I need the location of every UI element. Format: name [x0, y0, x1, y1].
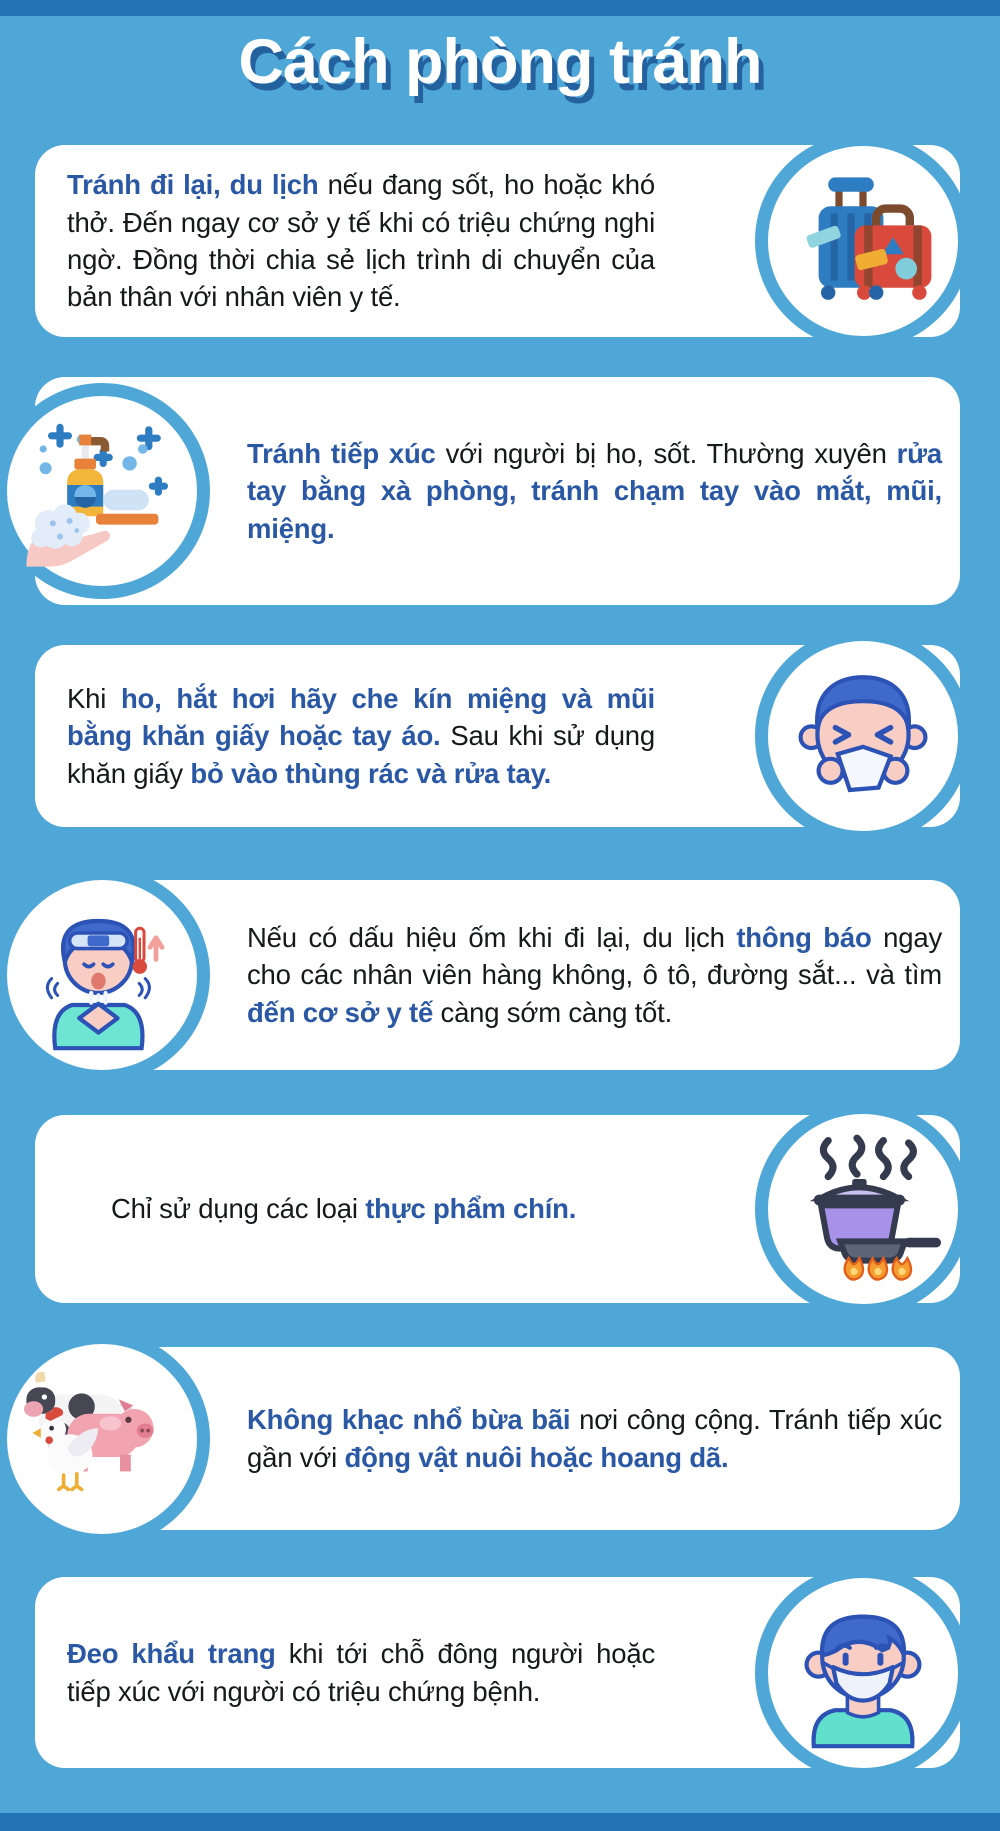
- face-mask-icon-graphic: [785, 1595, 941, 1751]
- cooked-food-icon-graphic: [785, 1131, 941, 1287]
- card-notify-if-sick-text: Nếu có dấu hiệu ốm khi đi lại, du lịch thông báo ngay cho các nhân viên hàng không, ô tô, đường sắt... và tìm đến cơ sở y tế càng sớm càng tốt.: [247, 921, 942, 1028]
- top-stripe: [0, 0, 1000, 16]
- sick-traveler-icon: [0, 867, 210, 1083]
- card-avoid-travel-text: Tránh đi lại, du lịch nếu đang sốt, ho hoặc khó thở. Đến ngay cơ sở y tế khi có triệu chứng nghi ngờ. Đồng thời chia sẻ lịch trình di chuyển của bản thân với nhân viên y tế.: [67, 169, 655, 313]
- hand-washing-icon-graphic: [24, 413, 180, 569]
- card-wear-mask: [35, 1577, 960, 1768]
- card-notify-if-sick: [35, 880, 960, 1070]
- cooked-food-icon: [755, 1101, 971, 1317]
- card-wash-hands: [35, 377, 960, 605]
- farm-animals-icon-graphic: [24, 1361, 180, 1517]
- hand-washing-icon: [0, 383, 210, 599]
- farm-animals-icon: [0, 1331, 210, 1547]
- card-wash-hands-text: Tránh tiếp xúc với người bị ho, sốt. Thường xuyên rửa tay bằng xà phòng, tránh chạm tay vào mắt, mũi, miệng.: [247, 437, 942, 544]
- card-avoid-animals-text: Không khạc nhổ bừa bãi nơi công cộng. Tránh tiếp xúc gần với động vật nuôi hoặc hoang dã.: [247, 1404, 942, 1473]
- card-avoid-animals: [35, 1347, 960, 1530]
- luggage-icon: [755, 133, 971, 349]
- card-cover-cough: [35, 645, 960, 827]
- card-cooked-food-text: Chỉ sử dụng các loại thực phẩm chín.: [111, 1193, 577, 1225]
- page-title: Cách phòng tránh: [238, 27, 762, 97]
- card-cover-cough-text: Khi ho, hắt hơi hãy che kín miệng và mũi bằng khăn giấy hoặc tay áo. Sau khi sử dụng khăn giấy bỏ vào thùng rác và rửa tay.: [67, 682, 655, 789]
- sneezing-person-icon: [755, 628, 971, 844]
- card-cooked-food: [35, 1115, 960, 1303]
- card-wear-mask-text: Đeo khẩu trang khi tới chỗ đông người hoặc tiếp xúc với người có triệu chứng bệnh.: [67, 1638, 656, 1707]
- luggage-icon-graphic: [785, 163, 941, 319]
- sick-traveler-icon-graphic: [24, 897, 180, 1053]
- sneezing-person-icon-graphic: [785, 658, 941, 814]
- face-mask-icon: [755, 1565, 971, 1781]
- bottom-stripe: [0, 1813, 1000, 1831]
- card-avoid-travel: [35, 145, 960, 337]
